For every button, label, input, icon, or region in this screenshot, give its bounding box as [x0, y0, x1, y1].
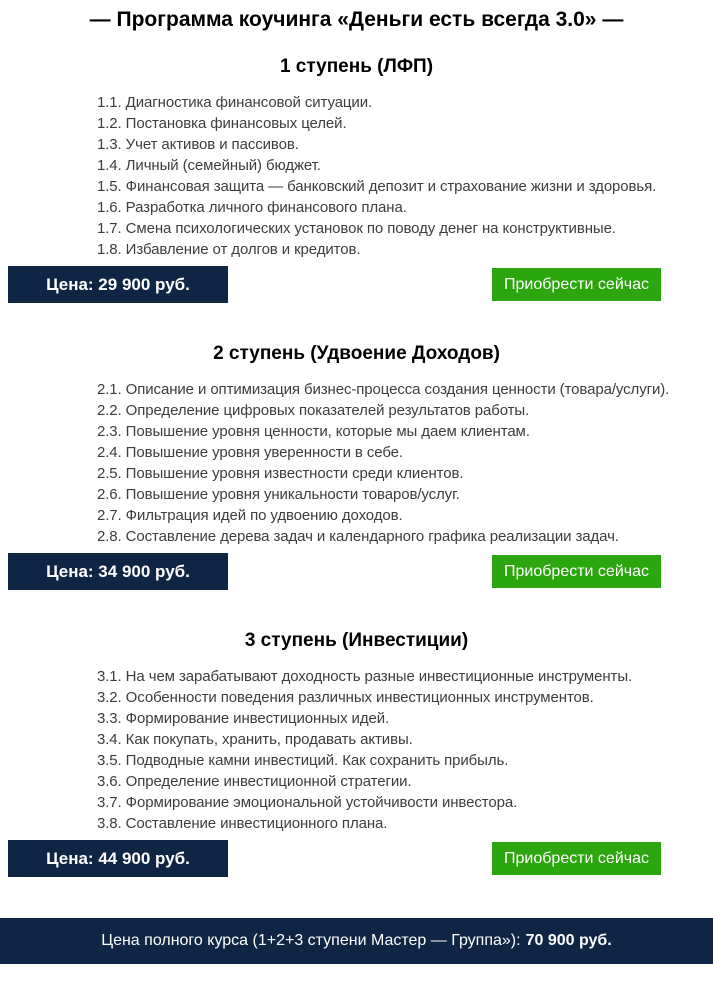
list-item: 3.1. На чем зарабатывают доходность разные инвестиционные инструменты. [97, 668, 633, 685]
list-item: 3.5. Подводные камни инвестиций. Как сохранить прибыль. [97, 752, 509, 769]
list-item: 3.2. Особенности поведения различных инвестиционных инструментов. [97, 689, 594, 706]
price-badge: Цена: 29 900 руб. [8, 266, 228, 303]
list-item: 1.6. Разработка личного финансового плана. [97, 199, 407, 216]
section-heading: 3 ступень (Инвестиции) [244, 630, 469, 651]
course-section [0, 343, 713, 590]
list-item: 1.4. Личный (семейный) бюджет. [97, 157, 321, 174]
list-item: 2.5. Повышение уровня известности среди клиентов. [97, 465, 464, 482]
price-badge: Цена: 34 900 руб. [8, 553, 228, 590]
list-item: 2.6. Повышение уровня уникальности товаров/услуг. [97, 486, 460, 503]
list-item: 2.4. Повышение уровня уверенности в себе. [97, 444, 403, 461]
course-section [0, 56, 713, 303]
course-section [0, 630, 713, 877]
list-item: 3.3. Формирование инвестиционных идей. [97, 710, 390, 727]
section-heading: 1 ступень (ЛФП) [279, 56, 434, 77]
page-title: — Программа коучинга «Деньги есть всегда 3.0» — [89, 8, 624, 31]
list-item: 2.1. Описание и оптимизация бизнес-процесса создания ценности (товара/услуги). [97, 381, 670, 398]
footer-text: Цена полного курса (1+2+3 ступени Мастер — Группа»): [101, 932, 521, 949]
buy-now-button[interactable]: Приобрести сейчас [492, 555, 661, 588]
section-item-list [85, 92, 705, 260]
section-heading: 2 ступень (Удвоение Доходов) [213, 343, 500, 364]
buy-now-button[interactable]: Приобрести сейчас [492, 842, 661, 875]
list-item: 2.7. Фильтрация идей по удвоению доходов. [97, 507, 403, 524]
footer-price-bar [0, 918, 713, 964]
price-row [0, 266, 713, 303]
list-item: 2.2. Определение цифровых показателей результатов работы. [97, 402, 530, 419]
section-item-list [85, 379, 705, 547]
list-item: 1.7. Смена психологических установок по поводу денег на конструктивные. [97, 220, 616, 237]
list-item: 3.7. Формирование эмоциональной устойчивости инвестора. [97, 794, 518, 811]
list-item: 1.2. Постановка финансовых целей. [97, 115, 347, 132]
list-item: 2.3. Повышение уровня ценности, которые мы даем клиентам. [97, 423, 530, 440]
buy-now-button[interactable]: Приобрести сейчас [492, 268, 661, 301]
price-row [0, 553, 713, 590]
list-item: 1.1. Диагностика финансовой ситуации. [97, 94, 373, 111]
price-badge: Цена: 44 900 руб. [8, 840, 228, 877]
list-item: 1.3. Учет активов и пассивов. [97, 136, 299, 153]
list-item: 3.8. Составление инвестиционного плана. [97, 815, 388, 832]
price-row [0, 840, 713, 877]
sections-container [0, 56, 713, 877]
list-item: 3.6. Определение инвестиционной стратегии. [97, 773, 412, 790]
list-item: 1.5. Финансовая защита — банковский депозит и страхование жизни и здоровья. [97, 178, 657, 195]
list-item: 1.8. Избавление от долгов и кредитов. [97, 241, 361, 258]
section-item-list [85, 666, 705, 834]
footer-price: 70 900 руб. [525, 932, 612, 949]
list-item: 2.8. Составление дерева задач и календарного графика реализации задач. [97, 528, 619, 545]
list-item: 3.4. Как покупать, хранить, продавать активы. [97, 731, 413, 748]
